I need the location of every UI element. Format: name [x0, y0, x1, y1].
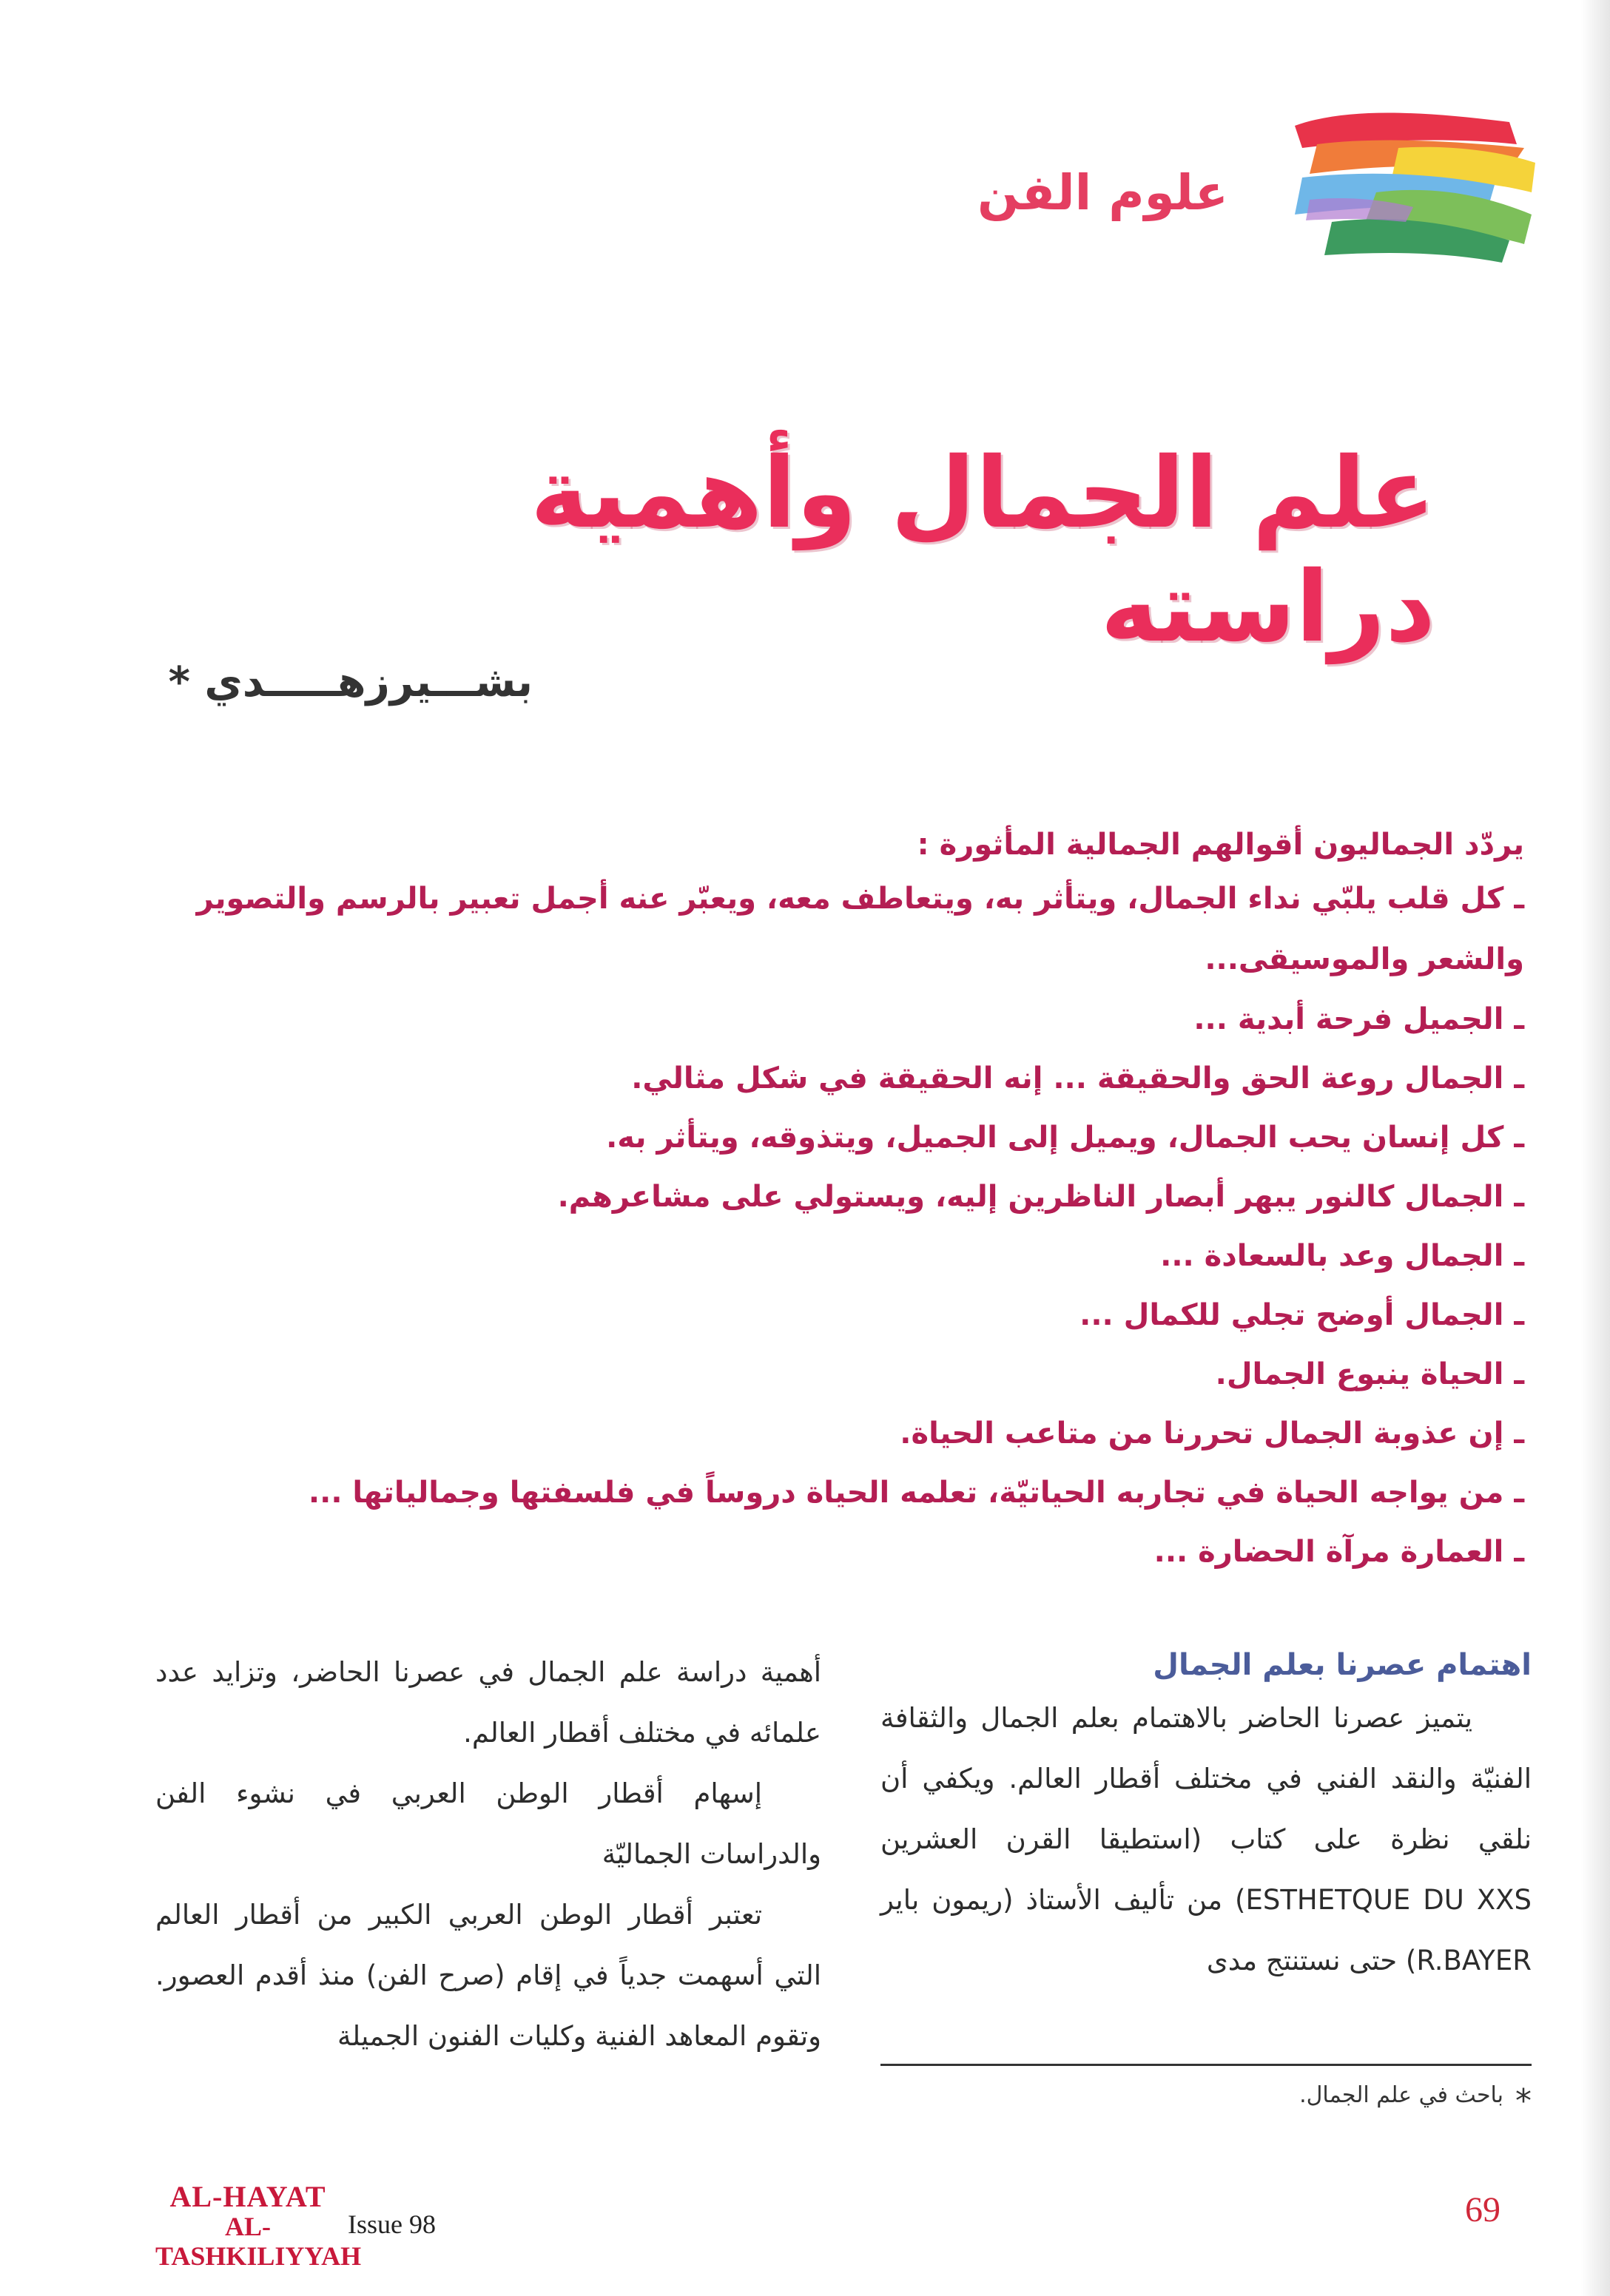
quote-item: ـ العمارة مرآة الحضارة ... [1153, 1535, 1524, 1569]
quotes-intro: يردّد الجماليون أقوالهم الجمالية المأثورة : [917, 828, 1524, 862]
body-column-left [155, 1642, 821, 2067]
quote-item: ـ الجمال روعة الحق والحقيقة ... إنه الحقيقة في شكل مثالي. [631, 1061, 1524, 1095]
body-paragraph: إسهام أقطار الوطن العربي في نشوء الفن والدراسات الجماليّة [155, 1777, 821, 1870]
logo-line-1: AL-HAYAT [169, 2180, 326, 2213]
issue-label: Issue 98 [348, 2209, 436, 2239]
page-edge-shadow [1580, 0, 1610, 2296]
quote-item: ـ الجميل فرحة أبدية ... [1193, 1002, 1524, 1036]
subheading: اهتمام عصرنا بعلم الجمال [1153, 1648, 1532, 1682]
quote-item: ـ الجمال كالنور يبهر أبصار الناظرين إليه، ويستولي على مشاعرهم. [557, 1180, 1524, 1214]
article-title: علم الجمال وأهمية دراسته [530, 436, 1435, 664]
quote-item: ـ من يواجه الحياة في تجاربه الحياتيّة، تعلمه الحياة دروساً في فلسفتها وجمالياتها ... [308, 1476, 1524, 1510]
quote-item: ـ إن عذوبة الجمال تحررنا من متاعب الحياة. [900, 1417, 1524, 1451]
body-column-right [880, 1642, 1532, 1991]
footnote [880, 2082, 1532, 2120]
quotes-block [148, 821, 1524, 1581]
body-paragraph: أهمية دراسة علم الجمال في عصرنا الحاضر، وتزايد عدد علمائه في مختلف أقطار العالم. [155, 1656, 821, 1749]
magazine-logo [155, 2180, 362, 2271]
quote-item: ـ الجمال أوضح تجلي للكمال ... [1079, 1298, 1524, 1332]
footnote-divider [880, 2064, 1532, 2066]
body-paragraph: تعتبر أقطار الوطن العربي الكبير من أقطار العالم التي أسهمت جدياً في إقام (صرح الفن) منذ أقدم العصور. وتقوم المعاهد الفنية وكليات الفنون الجميلة [155, 1899, 821, 2052]
footnote-star: * [1515, 2082, 1532, 2120]
quote-item: ـ الحياة ينبوع الجمال. [1215, 1357, 1524, 1391]
quote-item: ـ كل إنسان يحب الجمال، ويميل إلى الجميل، ويتذوقه، ويتأثر به. [606, 1121, 1524, 1155]
quote-item: ـ كل قلب يلبّي نداء الجمال، ويتأثر به، ويتعاطف معه، ويعبّر عنه أجمل تعبير بالرسم والتصوير والشعر والموسيقى... [196, 882, 1524, 976]
quote-item: ـ الجمال وعد بالسعادة ... [1160, 1239, 1524, 1273]
logo-line-2: AL-TASHKILIYYAH [155, 2212, 362, 2271]
author-byline: بشـــيرزهـــــدي * [168, 658, 533, 706]
section-title: علوم الفن [977, 164, 1228, 221]
body-paragraph: يتميز عصرنا الحاضر بالاهتمام بعلم الجمال والثقافة الفنيّة والنقد الفني في مختلف أقطار العالم. ويكفي أن نلقي نظرة على كتاب (استطيقا القرن العشرين ESTHETQUE DU XXS) من تأليف الأستاذ (ريمون باير R.BAYER) حتى نستنتج مدى [880, 1702, 1532, 1976]
paint-swatch-graphic [1287, 104, 1539, 281]
page-number: 69 [1465, 2190, 1500, 2229]
footnote-text: باحث في علم الجمال. [1299, 2082, 1503, 2108]
